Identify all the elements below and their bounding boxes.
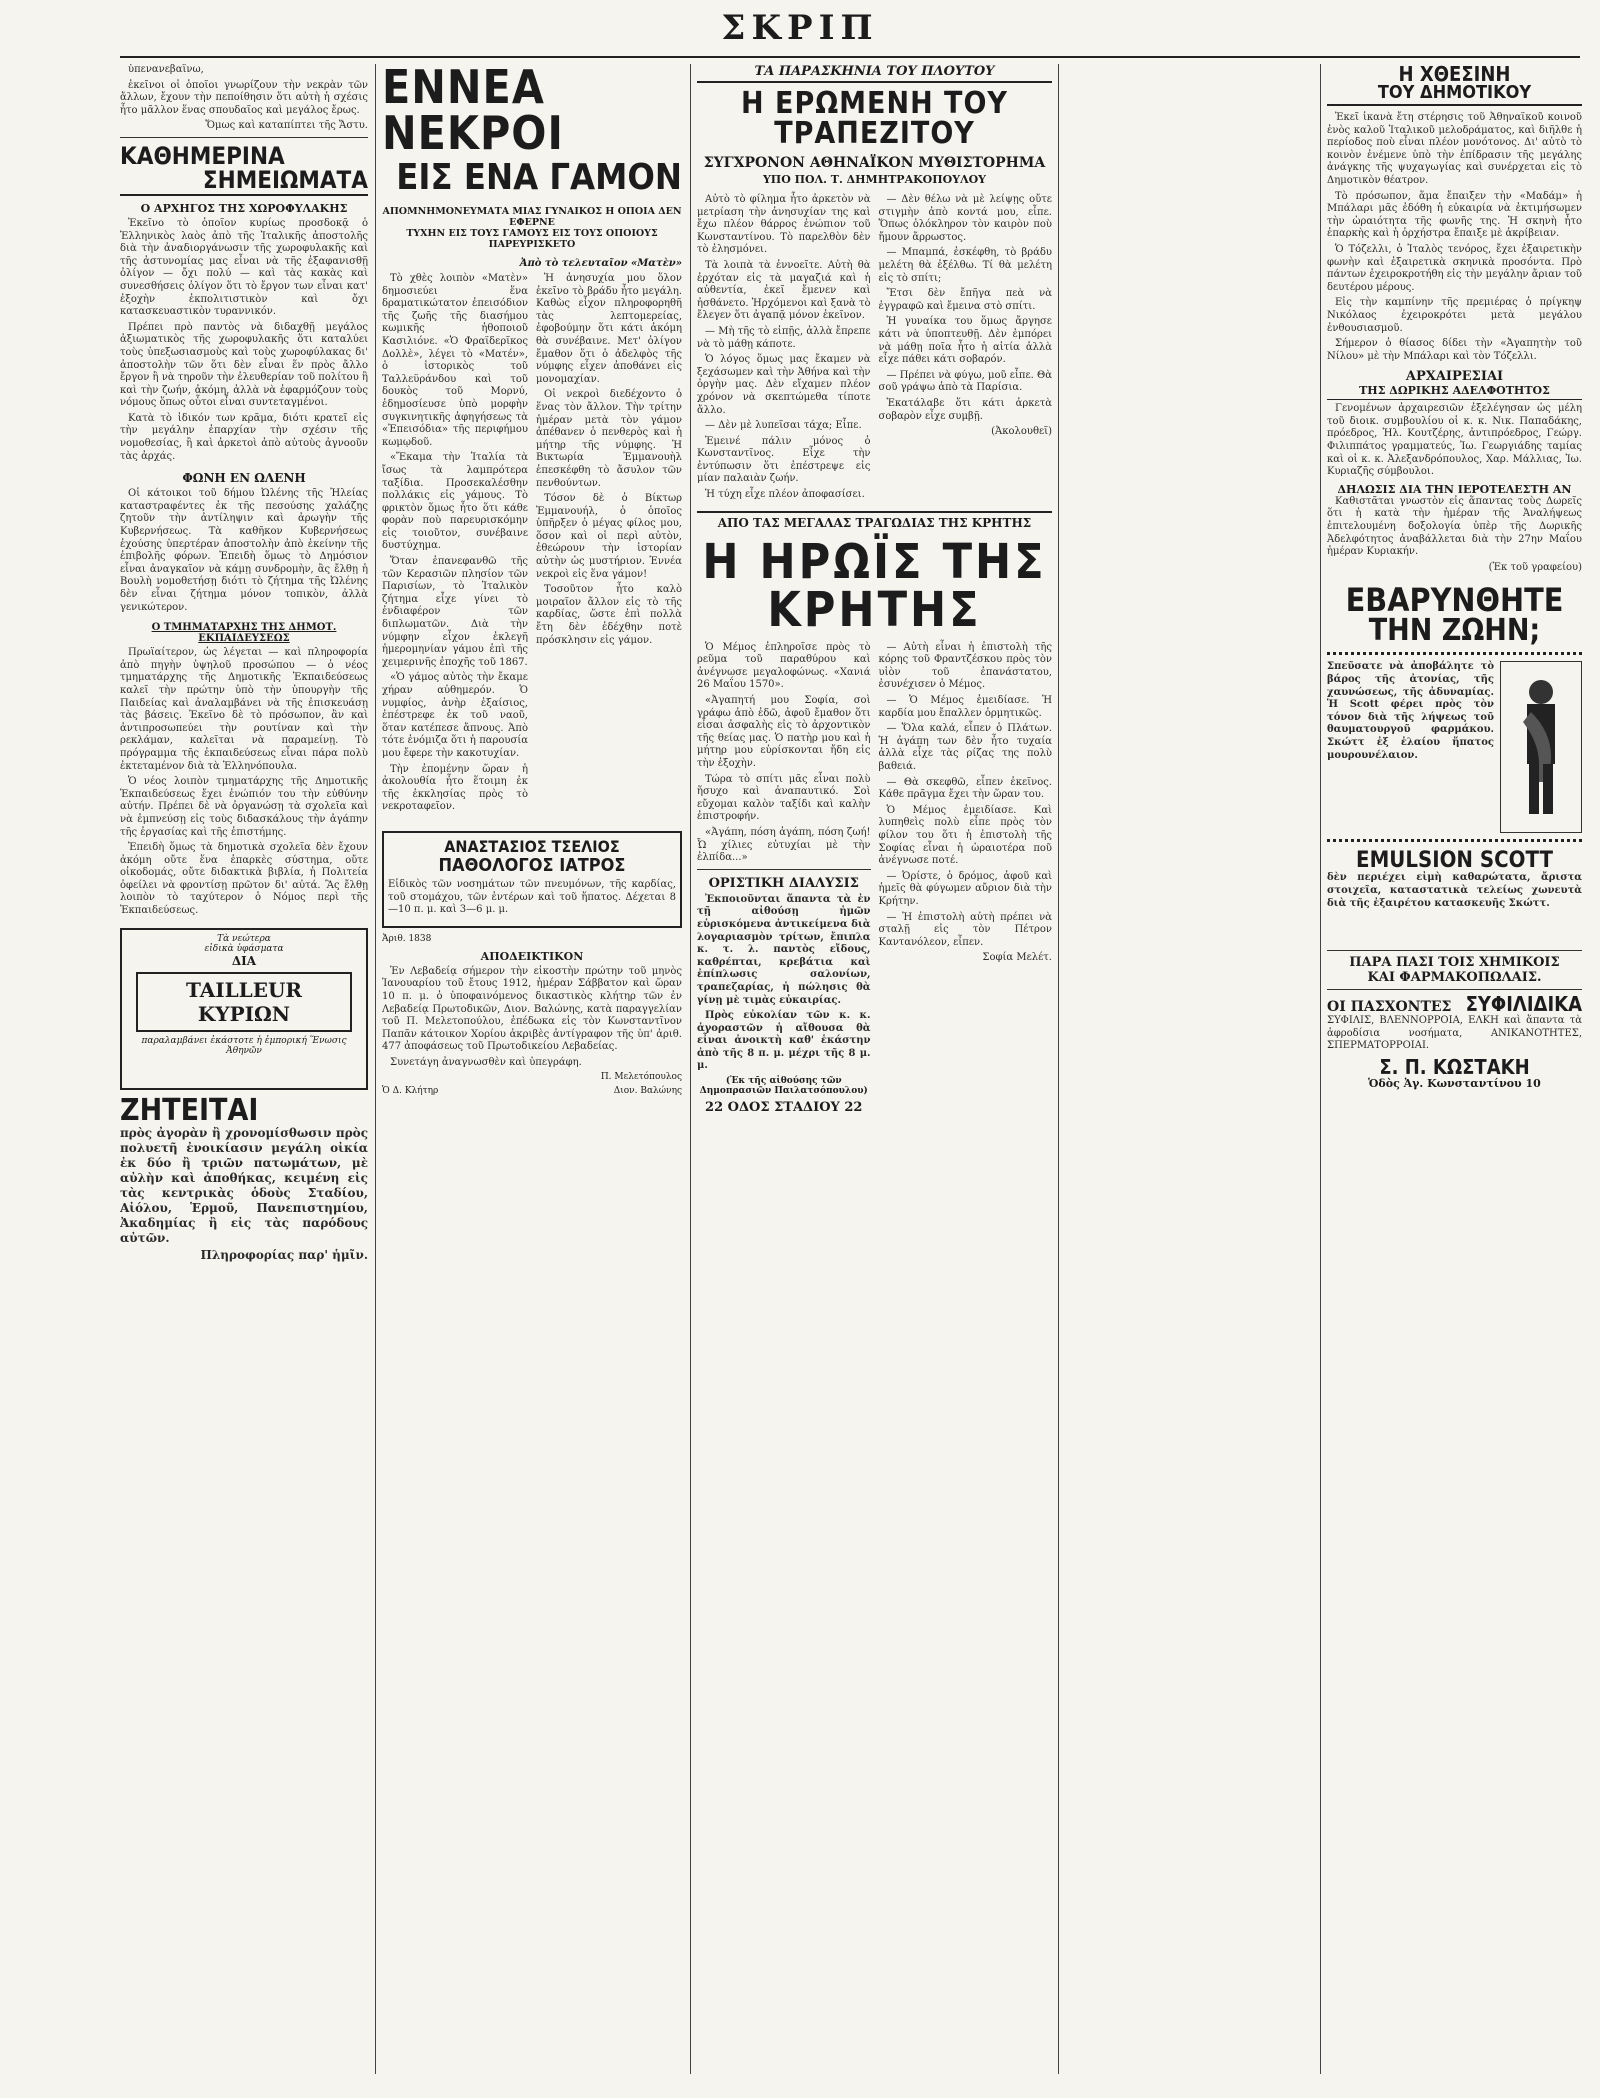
signature: Σοφία Μελέτ. bbox=[982, 952, 1052, 964]
doctor-name: Σ. Π. ΚΩΣΤΑΚΗ bbox=[1379, 1054, 1530, 1079]
article-heading: ΦΩΝΗ ΕΝ ΩΛΕΝΗ bbox=[182, 471, 306, 486]
column-1: ὑπενανεβαΐνω, ἐκεῖνοι οἱ ὁποῖοι γνωρίζουν τὴν νεκρὰν τῶν ἄλλων, ἔχουν τὴν πεποίθησιν ὅτι αὐτὴ ἡ σχέσις ἦτο μᾶλλον ἕνας σπουδαῖος καὶ μεγάλος ἔρως. Ὅμως καὶ καταπίπτει τῆς Ἄστυ. ΚΑΘΗΜΕΡΙΝΑ ΣΗΜΕΙΩΜΑΤΑ Ο ΑΡΧΗΓΟΣ ΤΗΣ ΧΩΡΟΦΥΛΑΚΗΣ Ἐκεῖνο τὸ ὁποῖον κυρίως προσδοκᾷ ὁ Ἑλληνικὸς λαὸς ἀπὸ τῆς Ἰταλικῆς ἀποστολῆς διὰ τὴν ἀναδιοργάνωσιν τῆς χωροφυλακῆς καὶ τῆς ἀστυνομίας μας εἶναι νὰ τῆς ἐξαφανισθῇ ὀλίγον — ὄχι πολύ — καὶ τὰς κακὰς καὶ συνεσθήσεις ὀλίγον ὅτι τὸ ἔργον των εἶναι κατ' ἐξοχὴν ἐκπολιτιστικὸν καὶ ὄχι κατασκευαστικὸν τυραννικόν. Πρέπει πρὸ παντὸς νὰ διδαχθῇ μεγάλος ἀξιωματικὸς τῆς χωροφυλακῆς ὅτι καταλύει τοὺς ὑπεξωσιασμοὺς καὶ τοὺς χωροφύλακας δι' ἀποστολὴν τῶν ὅτι δὲν εἶναι ἕν πρὸς ἄλλο ἔργον ἢ νὰ τηροῦν τὴν ἐλευθερίαν τοῦ πολίτου ἢ καὶ τὴν ζωήν, ἀκόμη, ἀλλὰ νὰ ἐφαρμόζουν τοὺς νόμους ὅπως οὗτοι εἶναι συντεταγμένοι. Κατὰ τὸ ἰδικόν των κρᾶμα, διότι κρατεῖ εἰς τὴν μεγάλην ἐπαρχίαν τὴν σχέσιν τῆς νομοθεσίας, ἢ καὶ ἀρκετοὶ ἀπὸ αὐτοὺς ἀγνοοῦν τὰς ἀρχάς. ΦΩΝΗ ΕΝ ΩΛΕΝΗ Οἱ κάτοικοι τοῦ δήμου Ὠλένης τῆς Ἠλείας καταστραφέντες ἐκ τῆς πεσούσης χαλάζης ζητοῦν τὴν ἀντίληψιν καὶ ἀρωγὴν τῆς Κυβερνήσεως. Τὰ καθῆκον Κυβερνήσεως ἐχούσης ὑπερτέραν ἀποστολὴν ἀπὸ ἐκείνην τῆς ἐπιβολῆς φόρων. Ἐπειδὴ ὅμως τὸ Δημόσιον εἶναι ἀναγκαῖον νὰ κάμῃ συνδρομὴν, ἂς ἔλθῃ ἡ Βουλὴ νομοθετήσῃ διότι τὸ ζήτημα τῆς Ὠλένης δὲν εἶναι ζήτημα μόνον τοπικὸν, ἀλλὰ γενικώτερον. Ο ΤΜΗΜΑΤΑΡΧΗΣ ΤΗΣ ΔΗΜΟΤ. ΕΚΠΑΙΔΕΥΣΕΩΣ Πρωϊαίτερον, ὡς λέγεται — καὶ πληροφορία ἀπὸ πηγὴν ὑψηλοῦ προσώπου — ὁ νέος τμηματάρχης τῆς Δημοτικῆς Ἐκπαιδεύσεως καλεῖ τὴν πρώτην ὑπὸ τὴν ὑπουργὴν τῆς Παιδείας καὶ ἀναλαμβάνει νὰ τῆς ἐπισκευάσῃ τὰς βάσεις. Ἐκεῖνο δὲ τὸ πρόσωπον, ἂν καὶ ἀντιπροσωπεύει τὴν ρουτίναν καὶ τὴν ρεκλάμαν, καλεῖται νὰ παραμείνῃ. Τὸ πρόγραμμα τῆς ἐκπαιδεύσεως εἶναι πάρα πολὺ ἐκτεταμένον διὰ τὰ Ἑλληνόπουλα. Ὁ νέος λοιπὸν τμηματάρχης τῆς Δημοτικῆς Ἐκπαιδεύσεως ἔχει ἐνώπιόν του τὴν εὐθύνην αὐτήν. Πρέπει δὲ νὰ ὀργανώσῃ τὰ σχολεῖα καὶ νὰ ἐμπνεύσῃ εἰς τοὺς διδασκάλους τὴν ἀγάπην τῆς ἐργασίας καὶ τῆς ἐπιστήμης. Ἐπειδὴ ὅμως τὰ δημοτικὰ σχολεῖα δὲν ἔχουν ἀκόμη οὔτε ἕνα ἐπαρκὲς σύστημα, οὔτε οἰκοδομάς, οὔτε διδακτικὰ βιβλία, ἡ Πολιτεία ὀφείλει νὰ φροντίσῃ πρῶτον δι' αὐτά. Ἂς ἔλθῃ λοιπὸν τὸ ταχύτερον ὁ Νόμος περὶ τῆς Ἐκπαιδεύσεως. Τὰ νεώτερα εἰδικὰ ὑφάσματα ΔΙΑ TAILLEUR ΚΥΡΙΩΝ παραλαμβάνει ἐκάστοτε ἡ ἐμπορική Ἕνωσις Ἀθηνῶν ΖΗΤΕΙΤΑΙ πρὸς ἀγορὰν ἢ χρονομίσθωσιν πρὸς πολυετῆ ἐνοικίασιν μεγάλη οἰκία ἐκ δύο ἢ τριῶν πατωμάτων, μὲ αὐλὴν καὶ ἀποθήκας, κειμένη εἰς τὰς κεντρικὰς ὁδοὺς Σταδίου, Αἰόλου, Ἑρμοῦ, Πανεπιστημίου, Ἀκαδημίας ἢ εἰς τὰς παρόδους αὐτῶν. Πληροφορίας παρ' ἡμῖν. bbox=[120, 64, 368, 1262]
column-4: Η ΧΘΕΣΙΝΗ ΤΟΥ ΔΗΜΟΤΙΚΟΥ Ἐκεῖ ἱκανὰ ἔτη στέρησις τοῦ Ἀθηναϊκοῦ κοινοῦ ἑνὸς καλοῦ Ἰταλικοῦ μελοδράματος, καὶ διῆλθε ἡ περίοδος ποὺ εἶναι πλέον μονότονος. Δι' αὐτὸ τὸ κοινὸν ἐνέμενε ὑπὸ τὴν ἐπίδρασιν τῆς μεγάλης ἀνάγκης τῆς ψυχαγωγίας καὶ συνέρχεται εἰς τὸ Δημοτικὸν θέατρον. Τὸ πρόσωπον, ἅμα ἔπαιξεν τὴν «Μαδάμ» ἡ Μπάλαρι μᾶς ἐδόθη ἡ εὐκαιρία νὰ ἐκτιμήσωμεν τὴν ὡραιότητα τῆς φωνῆς της. Ἡ σκηνὴ ἦτο ἐπαρκὴς καὶ ἡ ὀρχήστρα ἔπαιξε μὲ ἀκρίβειαν. Ὁ Τόζελλι, ὁ Ἰταλὸς τενόρος, ἔχει ἐξαιρετικὴν φωνὴν καὶ ἐξαιρετικὰ σκηνικὰ προσόντα. Πρὸ πάντων ἐχειροκροτήθη εἰς τὴν μεγάλην ἄριαν τοῦ δευτέρου μέρους. Εἰς τὴν καμπίνην τῆς πρεμιέρας ὁ πρίγκηψ Νικόλαος ἐχειροκρότει μετὰ μεγάλου ἐνθουσιασμοῦ. Σήμερον ὁ θίασος δίδει τὴν «Ἀγαπητὴν τοῦ Νίλου» μὲ τὴν Μπάλαρι καὶ τὸν Τόζελλι. ΑΡΧΑΙΡΕΣΙΑΙ ΤΗΣ ΔΩΡΙΚΗΣ ΑΔΕΛΦΟΤΗΤΟΣ Γενομένων ἀρχαιρεσιῶν ἐξελέγησαν ὡς μέλη τοῦ διοικ. συμβουλίου οἱ κ. κ. Νικ. Παπαδάκης, πρόεδρος, Ἠλ. Κουτζέρης, ἀντιπρόεδρος, Γεώργ. Φιλιππάτος γραμματεύς, Ἰω. Γεωργιάδης ταμίας καὶ οἱ κ. κ. Ἀλεξανδρόπουλος, Χαρ. Μάλλιας, Ἰω. Κυριαζῆς σύμβουλοι. ΔΗΛΩΣΙΣ ΔΙΑ ΤΗΝ ΙΕΡΟΤΕΛΕΣΤΗ ΑΝ Καθιστᾶται γνωστὸν εἰς ἅπαντας τοὺς Δωρεῖς ὅτι ἡ κατὰ τὴν ἡμέραν τῆς Ἀναλήψεως ἐπιτελουμένη δοξολογία ὑπὲρ τῆς Δωρικῆς Ἀδελφότητος ἀναβάλλεται διὰ τὴν 27ην Μαΐου ἡμέραν Κυριακήν. (Ἐκ τοῦ γραφείου) ΕΒΑΡΥΝΘΗΤΕ ΤΗΝ ΖΩΗΝ; Σπεῦσατε νὰ ἀποβάλητε τὸ βάρος τῆς ἀτονίας, τῆς χαυνώσεως, τῆς ἀδυναμίας. Ἡ Scott φέρει πρὸς τὸν τόνον διὰ τῆς λήψεως τοῦ θαυματουργοῦ φαρμάκου. Σκώττ ἐξ ἐλαίου ἥπατος μουρουνέλαιον. EMULSION SCOTT δὲν περιέχει εἰμὴ καθαρώτατα, ἄριστα στοιχεῖα, καταστατικὰ τελείως χωνευτὰ διὰ τῆς ἐξαιρέτου κατασκευῆς Σκώττ. ΠΑΡΑ ΠΑΣΙ ΤΟΙΣ ΧΗΜΙΚΟΙΣ ΚΑΙ ΦΑΡΜΑΚΟΠΩΛΑΙΣ. ΟΙ ΠΑΣΧΟΝΤΕΣ ΣΥΦΙΛΙΔΙΚΑ ΣΥΦΙΛΙΣ, ΒΛΕΝΝΟΡΡΟΙΑ, ΕΛΚΗ καὶ ἅπαντα τὰ ἀφροδίσια νοσήματα, ΑΝΙΚΑΝΟΤΗΤΕΣ, ΣΠΕΡΜΑΤΟΡΡΟΙΑΙ. Σ. Π. ΚΩΣΤΑΚΗ Ὁδὸς Ἀγ. Κωνσταντίνου 10 bbox=[1327, 64, 1582, 1090]
brand: EMULSION SCOTT bbox=[1356, 848, 1553, 874]
signature: Π. Μελετόπουλος bbox=[600, 1072, 682, 1083]
fisherman-illustration bbox=[1500, 661, 1582, 833]
headline: Η ΕΡΩΜΕΝΗ ΤΟΥ ΤΡΑΠΕΖΙΤΟΥ bbox=[741, 86, 1008, 151]
ad-text: εἰδικὰ ὑφάσματα bbox=[204, 943, 284, 954]
signature: Ὁ Δ. Κλήτηρ bbox=[382, 1086, 439, 1097]
column-rule bbox=[1058, 64, 1059, 2074]
ad-brand: TAILLEUR ΚΥΡΙΩΝ bbox=[136, 972, 352, 1032]
headline: ΤΟΥ ΔΗΜΟΤΙΚΟΥ bbox=[1327, 84, 1582, 106]
section-heading: ΑΠΟΔΕΙΚΤΙΚΟΝ bbox=[480, 949, 584, 963]
ad-line: ΚΑΙ ΦΑΡΜΑΚΟΠΩΛΑΙΣ. bbox=[1367, 970, 1542, 986]
newspaper-name: ΣΚΡΙΠ bbox=[721, 8, 879, 48]
classified-heading: ΖΗΤΕΙΤΑΙ bbox=[120, 1092, 259, 1128]
ad-title: ΠΑΘΟΛΟΓΟΣ ΙΑΤΡΟΣ bbox=[438, 854, 626, 876]
section-title: ΚΑΘΗΜΕΡΙΝΑ bbox=[120, 141, 285, 170]
notice-address: 22 ΟΔΟΣ ΣΤΑΔΙΟΥ 22 bbox=[705, 1100, 863, 1116]
ad-text: παραλαμβάνει ἐκάστοτε ἡ ἐμπορική Ἕνωσις Ἀθηνῶν bbox=[141, 1035, 347, 1056]
ad-headline: ΤΗΝ ΖΩΗΝ; bbox=[1368, 613, 1541, 649]
subheadline: ΤΥΧΗΝ ΕΙΣ ΤΟΥΣ ΓΑΜΟΥΣ ΕΙΣ ΤΟΥΣ ΟΠΟΙΟΥΣ ΠΑΡΕΥΡΙΣΚΕΤΟ bbox=[406, 228, 658, 250]
doctor-advertisement: ΑΝΑΣΤΑΣΙΟΣ ΤΣΕΛΙΟΣ ΠΑΘΟΛΟΓΟΣ ΙΑΤΡΟΣ Εἰδικὸς τῶν νοσημάτων τῶν πνευμόνων, τῆς καρδίας, τοῦ στομάχου, τῶν ἐντέρων καὶ τοῦ ἥπατος. Δέχεται 8—10 π. μ. καὶ 3—6 μ. μ. bbox=[382, 831, 682, 928]
author: ΥΠΟ ΠΟΛ. Τ. ΔΗΜΗΤΡΑΚΟΠΟΥΛΟΥ bbox=[762, 173, 987, 186]
advertisement bbox=[120, 928, 368, 1090]
classified-text: πρὸς ἀγορὰν ἢ χρονομίσθωσιν πρὸς πολυετῆ ἐνοικίασιν μεγάλη οἰκία ἐκ δύο ἢ τριῶν πατωμάτων, μὲ αὐλὴν καὶ ἀποθήκας, κειμένη εἰς τὰς κεντρικὰς ὁδοὺς Σταδίου, Αἰόλου, Ἑρμοῦ, Πανεπιστημίου, Ἀκαδημίας ἢ εἰς τὰς παρόδους αὐτῶν. bbox=[120, 1125, 368, 1245]
ad-name: ΑΝΑΣΤΑΣΙΟΣ ΤΣΕΛΙΟΣ bbox=[444, 836, 620, 856]
kicker: ΤΑ ΠΑΡΑΣΚΗΝΙΑ ΤΟΥ ΠΛΟΥΤΟΥ bbox=[697, 64, 1052, 83]
column-rule bbox=[375, 64, 376, 2074]
section-heading: ΑΡΧΑΙΡΕΣΙΑΙ bbox=[1405, 369, 1504, 385]
section-heading: ΔΗΛΩΣΙΣ ΔΙΑ ΤΗΝ ΙΕΡΟΤΕΛΕΣΤΗ ΑΝ bbox=[1337, 482, 1572, 496]
article-text: ὑπενανεβαΐνω, bbox=[128, 64, 204, 75]
column-rule bbox=[690, 64, 691, 2074]
column-2: ΕΝΝΕΑ ΝΕΚΡΟΙ ΕΙΣ ΕΝΑ ΓΑΜΟΝ ΑΠΟΜΝΗΜΟΝΕΥΜΑΤΑ ΜΙΑΣ ΓΥΝΑΙΚΟΣ Η ΟΠΟΙΑ ΔΕΝ ΕΦΕΡΝΕ ΤΥΧΗΝ ΕΙΣ ΤΟΥΣ ΓΑΜΟΥΣ ΕΙΣ ΤΟΥΣ ΟΠΟΙΟΥΣ ΠΑΡΕΥΡΙΣΚΕΤΟ Ἀπὸ τὸ τελευταῖον «Ματὲν» Τὸ χθὲς λοιπὸν «Ματὲν» δημοσιεύει ἕνα δραματικώτατον ἐπεισόδιον τῆς ζωῆς τῆς διασήμου κωμικῆς ἠθοποιοῦ Κασιλιόνε. «Ὁ Φραϊδερῖκος Δολλὲ», λέγει τὸ «Ματέν», ὁ ἱστορικὸς τοῦ Ταλλεϋράνδου καὶ τοῦ δουκὸς τοῦ Μορνύ, ἐδημοσίευσε ὑπὸ μορφὴν συγκινητικῆς ἀφηγήσεως τὰ «Ἐπεισόδια» τῆς περιφήμου κωμῳδοῦ. «Ἔκαμα τὴν Ἰταλία τὰ ἴσως τὰ λαμπρότερα ταξίδια. Προσεκαλέσθην πολλάκις εἰς γάμους. Τὸ φρικτὸν ὅμως ἦτο ὅτι κάθε φορὰν ποὺ παρευρισκόμην εἰς τοιοῦτον, συνέβαινε δυστύχημα. Ὅταν ἐπανεφανθῶ τῆς τῶν Κερασιῶν πλησίον τῶν Παρισίων, τὸ Ἰταλικὸν ζήτημα εἶχε γίνει τὸ ἐνδιαφέρον τῶν διπλωματῶν. Διὰ τὴν νύμφην εἶχον ἐκλεγῆ ἡμερομηνίαν γάμου ἐπὶ τῆς χειμερινῆς ἐποχῆς τοῦ 1867. «Ὁ γάμος αὐτὸς τὴν ἔκαμε χήραν αὐθημερόν. Ὁ νυμφίος, ἀνὴρ ἐξαίσιος, ἐπέστρεφε ἐκ τοῦ ναοῦ, ὅταν κατέπεσε ἄπνους. Ἀπὸ τότε ἐνόμιζα ὅτι ἡ παρουσία μου ἔφερε τὴν κακοτυχίαν. Τὴν ἐπομένην ὥραν ἡ ἀκολουθία ἦτο ἕτοιμη ἐκ τῆς ἐκκλησίας πρὸς τὸ νεκροταφεῖον. Ἡ ἀνησυχία μου ὅλον ἐκεῖνο τὸ βράδυ ἦτο μεγάλη. Καθὼς εἶχον πληροφορηθῆ τὰς λεπτομερείας, ἐφοβούμην ὅτι κάτι ἀκόμη θὰ συνέβαινε. Μετ' ὀλίγον ἔμαθον ὅτι ὁ ἀδελφὸς τῆς νύμφης εἶχεν ἀποθάνει εἰς μονομαχίαν. Οἱ νεκροὶ διεδέχοντο ὁ ἕνας τὸν ἄλλον. Τὴν τρίτην ἡμέραν μετὰ τὸν γάμον ἀπέθανεν ὁ πενθερὸς καὶ ἡ μήτηρ τῆς νύμφης. Ἡ Βικτωρία Ἐμμανουὴλ ἐπεσκέφθη τὸ ἄσυλον τῶν πενθούντων. Τόσον δὲ ὁ Βίκτωρ Ἐμμανουήλ, ὁ ὁποῖος ὑπῆρξεν ὁ μέγας φίλος μου, ὅσον καὶ οἱ περὶ αὐτὸν, ἐθεώρουν τὴν ἱστορίαν αὐτὴν ὡς μυστήριον. Ἐννέα νεκροὶ εἰς ἕνα γάμον! Τοσοῦτον ἦτο καλὸ μοιραῖον ἄλλον εἰς τὸ τῆς καρδίας, ὥστε ἐπὶ πολλὰ ἔτη δὲν ἐδέχθην ποτὲ πρόσκλησιν εἰς γάμον. ΑΝΑΣΤΑΣΙΟΣ ΤΣΕΛΙΟΣ ΠΑΘΟΛΟΓΟΣ ΙΑΤΡΟΣ Εἰδικὸς τῶν νοσημάτων τῶν πνευμόνων, τῆς καρδίας, τοῦ στομάχου, τῶν ἐντέρων καὶ τοῦ ἥπατος. Δέχεται 8—10 π. μ. καὶ 3—6 μ. μ. Ἀριθ. 1838 ΑΠΟΔΕΙΚΤΙΚΟΝ Ἐν Λεβαδείᾳ σήμερον τὴν εἰκοστὴν πρώτην τοῦ μηνὸς Ἰανουαρίου τοῦ ἔτους 1912, ἡμέραν Σάββατον καὶ ὥραν 10 π. μ. ὁ ὑποφαινόμενος δικαστικὸς κλήτηρ τῶν ἐν Λεβαδείᾳ Πρωτοδικῶν, Διον. Βαλώνης, κατὰ παραγγελίαν τοῦ Π. Μελετοπούλου, ἐπέδωκα εἰς τὸν Κωνσταντῖνον Παπᾶν κάτοικον Χορίου ἀκριβὲς ἀντίγραφον τῆς ὑπ' ἀριθ. 477 ἀποφάσεως τοῦ Πρωτοδικείου Λεβαδείας. Συνετάγη ἀναγνωσθὲν καὶ ὑπεγράφη. Π. Μελετόπουλος Ὁ Δ. Κλήτηρ Διον. Βαλώνης bbox=[382, 64, 682, 1097]
doctor-address: Ὁδὸς Ἀγ. Κωνσταντίνου 10 bbox=[1368, 1076, 1541, 1090]
notice-source: (Ἐκ τῆς αἰθούσης τῶν Δημοπρασιῶν Παιλατσόπουλου) bbox=[699, 1076, 868, 1097]
ad-text: ΔΙΑ bbox=[231, 953, 257, 968]
ad-line: ΣΥΦΙΛΙΔΙΚΑ bbox=[1465, 992, 1582, 1017]
article-heading: Ο ΑΡΧΗΓΟΣ ΤΗΣ ΧΩΡΟΦΥΛΑΚΗΣ bbox=[140, 201, 348, 215]
signature: Ὅμως καὶ καταπίπτει τῆς Ἄστυ. bbox=[205, 120, 368, 132]
masthead-rule bbox=[120, 56, 1580, 58]
headline: ΕΝΝΕΑ ΝΕΚΡΟΙ bbox=[382, 64, 564, 160]
ad-number: Ἀριθ. 1838 bbox=[382, 933, 432, 944]
source: (Ἐκ τοῦ γραφείου) bbox=[1488, 561, 1582, 573]
article-heading: Ο ΤΜΗΜΑΤΑΡΧΗΣ ΤΗΣ ΔΗΜΟΤ. ΕΚΠΑΙΔΕΥΣΕΩΣ bbox=[151, 622, 337, 645]
ad-line: ΟΙ ΠΑΣΧΟΝΤΕΣ bbox=[1327, 999, 1452, 1016]
section-heading: ΤΗΣ ΔΩΡΙΚΗΣ ΑΔΕΛΦΟΤΗΤΟΣ bbox=[1327, 384, 1582, 400]
column-rule bbox=[1320, 64, 1321, 2074]
subheadline: ΣΥΓΧΡΟΝΟΝ ΑΘΗΝΑΪΚΟΝ ΜΥΘΙΣΤΟΡΗΜΑ bbox=[703, 155, 1046, 171]
subheadline: ΑΠΟΜΝΗΜΟΝΕΥΜΑΤΑ ΜΙΑΣ ΓΥΝΑΙΚΟΣ Η ΟΠΟΙΑ ΔΕΝ ΕΦΕΡΝΕ bbox=[382, 206, 682, 228]
column-3: ΤΑ ΠΑΡΑΣΚΗΝΙΑ ΤΟΥ ΠΛΟΥΤΟΥ Η ΕΡΩΜΕΝΗ ΤΟΥ ΤΡΑΠΕΖΙΤΟΥ ΣΥΓΧΡΟΝΟΝ ΑΘΗΝΑΪΚΟΝ ΜΥΘΙΣΤΟΡΗΜΑ ΥΠΟ ΠΟΛ. Τ. ΔΗΜΗΤΡΑΚΟΠΟΥΛΟΥ Αὐτὸ τὸ φίλημα ἦτο ἀρκετὸν νὰ μετρίαση τὴν ἀνησυχίαν της καὶ ἔχω πλέον θάρρος ἐνώπιον τοῦ Κωνσταντίνου. Τὸ παρελθὸν δὲν τὸ ἐλησμόνει. Τὰ λοιπὰ τὰ ἐννοεῖτε. Αὐτὴ θὰ ἐρχόταν εἰς τὰ μαγαζιά καὶ ἡ αὐθεντία, ἐκεῖ ἔμενεν καὶ ἠσθάνετο. Ἠρχόμενοι καὶ ξανὰ τὸ ἔλεγεν ὅτι ἀγαπᾷ μόνον ἐκεῖνον. — Μὴ τῆς τὸ εἰπῇς, ἀλλὰ ἔπρεπε νὰ τὸ μάθῃ κάποτε. Ὁ λόγος ὅμως μας ἔκαμεν νὰ ξεχάσωμεν καὶ τὴν Ἀθήνα καὶ τὴν ὀργὴν μας. Δὲν εἴχαμεν πλέον χρόνον νὰ σκεπτώμεθα τίποτε ἄλλο. — Δὲν μὲ λυπεῖσαι τάχα; Εἶπε. Ἐμεινέ πάλιν μόνος ὁ Κωνσταντῖνος. Εἶχε τὴν ἐντύπωσιν ὅτι ἐπέστρεψε εἰς μίαν παλαιὰν ζωήν. Ἡ τύχη εἶχε πλέον ἀποφασίσει. — Δὲν θέλω νὰ μὲ λείψῃς οὔτε στιγμὴν ἀπὸ κοντά μου, εἶπε. Ὅπως ὁλόκληρον τὸν καιρὸν ποὺ ἤμουν ἄρρωστος. — Μπαμπά, ἐσκέφθη, τὸ βράδυ μελέτη θὰ ἐξέλθω. Τί θὰ μελέτη εἰς τὸ σπίτι; Ἔτσι δὲν ἔπῆγα πεὰ νὰ ἐγγραφῶ καὶ ἔμεινα στὸ σπίτι. Ἡ γυναίκα του ὅμως ἄργησε κάτι νὰ ὑποπτευθῇ. Δὲν ἐμπόρει νὰ μάθῃ ποῖα ἦτο ἡ αἰτία ἀλλὰ εἶχε πάθει κάτι σοβαρόν. — Πρέπει νὰ φύγω, μοῦ εἶπε. Θὰ σοῦ γράψω ἀπὸ τὰ Παρίσια. Ἐκατάλαβε ὅτι κάτι ἀρκετὰ σοβαρὸν εἶχε συμβῇ. (Ἀκολουθεῖ) ΑΠΟ ΤΑΣ ΜΕΓΑΛΑΣ ΤΡΑΓΩΔΙΑΣ ΤΗΣ ΚΡΗΤΗΣ Η ΗΡΩΪΣ ΤΗΣ ΚΡΗΤΗΣ Ὁ Μέμος ἐπληροῖσε πρὸς τὸ ρεῦμα τοῦ παραθύρου καὶ ἀνέγνωσε μεγαλοφώνως. «Χανιά 26 Μαΐου 1570». «Ἀγαπητή μου Σοφία, σοὶ γράφω ἀπὸ ἐδῶ, ἀφοῦ ἔμαθον ὅτι εἶσαι ἀσφαλὴς εἰς τὸ ἀρχοντικὸν τῆς θείας μας. Ὁ πατὴρ μου καὶ ἡ μήτηρ μου εὑρίσκονται ἤδη εἰς τὴν ἐξοχὴν. Τώρα τὸ σπίτι μᾶς εἶναι πολὺ ἥσυχο καὶ ἀναπαυτικό. Σοὶ εὔχομαι καλὸν ταξίδι καὶ καλὴν ἐπιστροφήν. «Ἀγάπη, πόση ἀγάπη, πόση ζωή! Ὦ χίλιες εὐτυχίαι μὲ τὴν ἐλπίδα...» ΟΡΙΣΤΙΚΗ ΔΙΑΛΥΣΙΣ Ἐκποιοῦνται ἅπαντα τὰ ἐν τῇ αἰθούσῃ ἡμῶν εὑρισκόμενα ἀντικείμενα διὰ λογαριασμὸν τρίτων, ἔπιπλα κ. τ. λ. παντὸς εἴδους, καθρέπται, κρεβάτια καὶ ἐπίπλωσις σαλονίων, τραπεζαρίας, ἡ πώλησις θὰ γίνῃ μὲ τιμὰς εὐκαιρίας. Πρὸς εὐκολίαν τῶν κ. κ. ἀγοραστῶν ἡ αἴθουσα θὰ εἶναι ἀνοικτὴ καθ' ἑκάστην ἀπὸ τῆς 8 π. μ. μέχρι τῆς 8 μ. μ. (Ἐκ τῆς αἰθούσης τῶν Δημοπρασιῶν Παιλατσόπουλου) 22 ΟΔΟΣ ΣΤΑΔΙΟΥ 22 — Αὐτὴ εἶναι ἡ ἐπιστολὴ τῆς κόρης τοῦ Φραντζέσκου πρὸς τὸν υἱὸν τοῦ ἐπανάστατου, ἐσυνέχισεν ὁ Μέμος. — Ὁ Μέμος ἐμειδίασε. Ἡ καρδία μου ἔπαλλεν ὁρμητικῶς. — Ὅλα καλά, εἶπεν ὁ Πλάτων. Ἡ ἀγάπη των δὲν ἦτο τυχαία ἀλλὰ εἶχε τὰς ρίζας της πολὺ βαθειά. — Θὰ σκεφθῶ, εἶπεν ἐκεῖνος. Κάθε πρᾶγμα ἔχει τὴν ὥραν του. Ὁ Μέμος ἐμειδίασε. Καὶ λυπηθεὶς πολὺ εἶπε πρὸς τὸν φίλον του ὅτι ἡ ἐπιστολὴ τῆς Σοφίας εἶναι ἡ ὡραιοτέρα ποῦ ἀνέγνωσε ποτέ. — Ὀρίστε, ὁ δρόμος, ἀφοῦ καὶ ἡμεῖς θὰ φύγωμεν αὔριον διὰ τὴν Κρήτην. — Ἡ ἐπιστολὴ αὐτὴ πρέπει νὰ σταλῇ εἰς τὸν Πέτρον Καντανόλεον, εἶπεν. Σοφία Μελέτ. bbox=[697, 64, 1052, 1116]
ad-line: ΠΑΡΑ ΠΑΣΙ ΤΟΙΣ ΧΗΜΙΚΟΙΣ bbox=[1349, 955, 1560, 971]
classified-info: Πληροφορίας παρ' ἡμῖν. bbox=[200, 1247, 368, 1262]
article-source: Ἀπὸ τὸ τελευταῖον «Ματὲν» bbox=[519, 258, 682, 269]
masthead bbox=[0, 0, 1600, 64]
headline: ΕΙΣ ΕΝΑ ΓΑΜΟΝ bbox=[396, 157, 682, 198]
signature: (Ἀκολουθεῖ) bbox=[991, 426, 1052, 438]
ad-headline: ΕΒΑΡΥΝΘΗΤΕ bbox=[1345, 581, 1564, 620]
kicker: ΑΠΟ ΤΑΣ ΜΕΓΑΛΑΣ ΤΡΑΓΩΔΙΑΣ ΤΗΣ ΚΡΗΤΗΣ bbox=[697, 511, 1052, 530]
emulsion-ad: Σπεῦσατε νὰ ἀποβάλητε τὸ βάρος τῆς ἀτονίας, τῆς χαυνώσεως, τῆς ἀδυναμίας. Ἡ Scott φέρει πρὸς τὸν τόνον διὰ τῆς λήψεως τοῦ θαυματουργοῦ φαρμάκου. Σκώττ ἐξ ἐλαίου ἥπατος μουρουνέλαιον. bbox=[1327, 661, 1582, 833]
ad-text: Τὰ νεώτερα bbox=[217, 933, 271, 944]
signature: Διον. Βαλώνης bbox=[613, 1086, 682, 1097]
section-title: ΣΗΜΕΙΩΜΑΤΑ bbox=[120, 168, 368, 196]
headline: Η ΗΡΩΪΣ ΤΗΣ ΚΡΗΤΗΣ bbox=[702, 533, 1047, 638]
notice-heading: ΟΡΙΣΤΙΚΗ ΔΙΑΛΥΣΙΣ bbox=[708, 875, 859, 891]
headline: Η ΧΘΕΣΙΝΗ bbox=[1398, 64, 1511, 86]
